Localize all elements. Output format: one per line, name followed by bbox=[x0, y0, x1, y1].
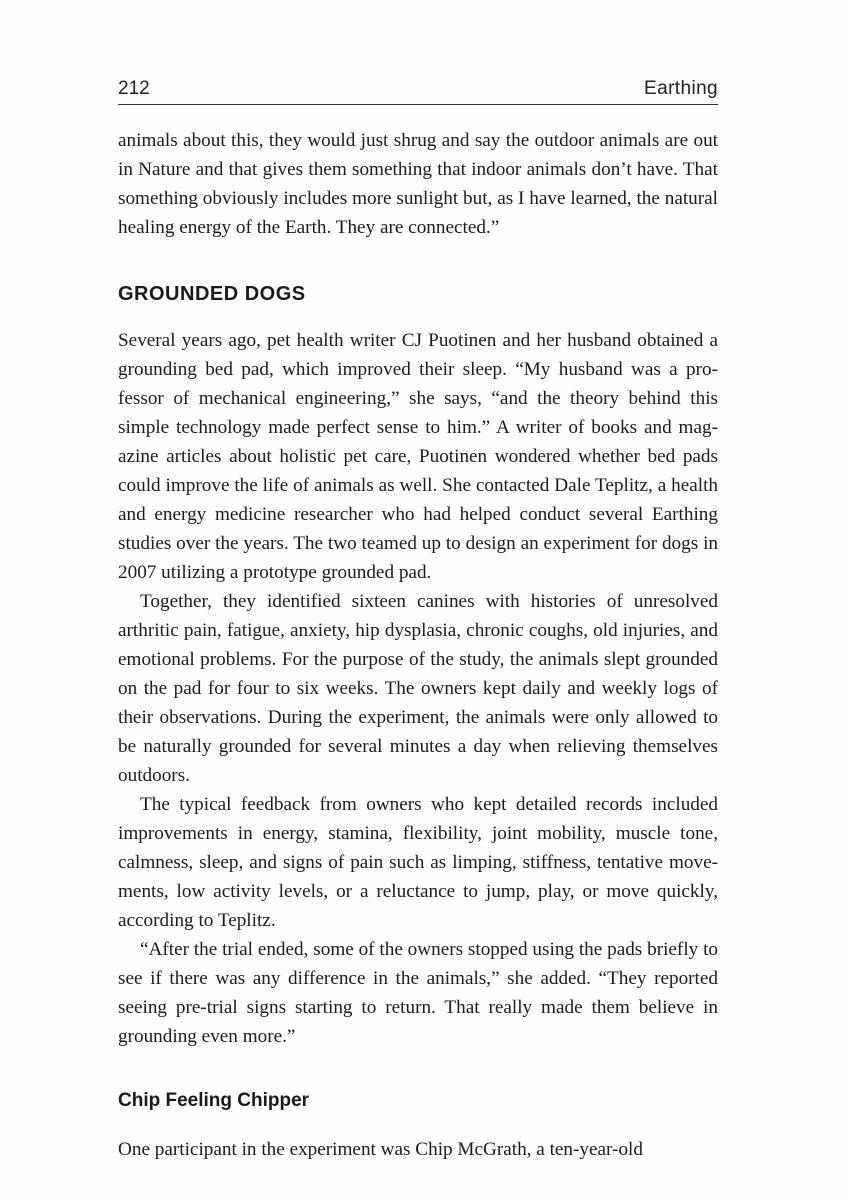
section-heading: GROUNDED DOGS bbox=[118, 283, 306, 305]
page-number: 212 bbox=[118, 78, 150, 99]
paragraph: The typical feedback from owners who kept detailed records included improvements in energy, stamina, flexibility, joint mobility, muscle tone, calmness, sleep, and signs of pain such as limping, stiffness, tentative movements, low activity levels, or a reluctance to jump, play, or move quickly, according to Teplitz. bbox=[118, 794, 718, 931]
paragraph: Together, they identified sixteen canines with histories of unresolved arthritic pain, fatigue, anxiety, hip dysplasia, chronic coughs, old injuries, and emotional problems. For the purpose of the study, the animals slept grounded on the pad for four to six weeks. The owners kept daily and weekly logs of their observations. During the experiment, the animals were only allowed to be naturally grounded for several minutes a day when relieving themselves outdoors. bbox=[118, 591, 718, 786]
paragraph: “After the trial ended, some of the owners stopped using the pads briefly to see if there was any difference in the animals,” she added. “They reported seeing pre-trial signs starting to return. That really made them believe in grounding even more.” bbox=[118, 939, 718, 1047]
header-rule bbox=[118, 104, 718, 105]
paragraph: One participant in the experiment was Chip McGrath, a ten-year-old bbox=[118, 1139, 643, 1160]
running-title: Earthing bbox=[644, 78, 718, 99]
subsection-heading: Chip Feeling Chipper bbox=[118, 1090, 310, 1111]
running-header bbox=[118, 78, 718, 104]
body-text bbox=[118, 126, 718, 1164]
paragraph-continued: animals about this, they would just shrug and say the outdoor animals are out in Nature and that gives them something that indoor animals don’t have. That something obviously includes more sunlight but, as I have learned, the natural healing energy of the Earth. They are connected.” bbox=[118, 130, 718, 238]
paragraph: Several years ago, pet health writer CJ Puotinen and her husband obtained a grounding bed pad, which improved their sleep. “My husband was a professor of mechanical engineering,” she says, “and the theory behind this simple technology made perfect sense to him.” A writer of books and magazine articles about holistic pet care, Puotinen wondered whether bed pads could improve the life of animals as well. She contacted Dale Teplitz, a health and energy medicine researcher who had helped conduct several Earthing studies over the years. The two teamed up to design an experiment for dogs in 2007 utilizing a prototype grounded pad. bbox=[118, 330, 718, 583]
